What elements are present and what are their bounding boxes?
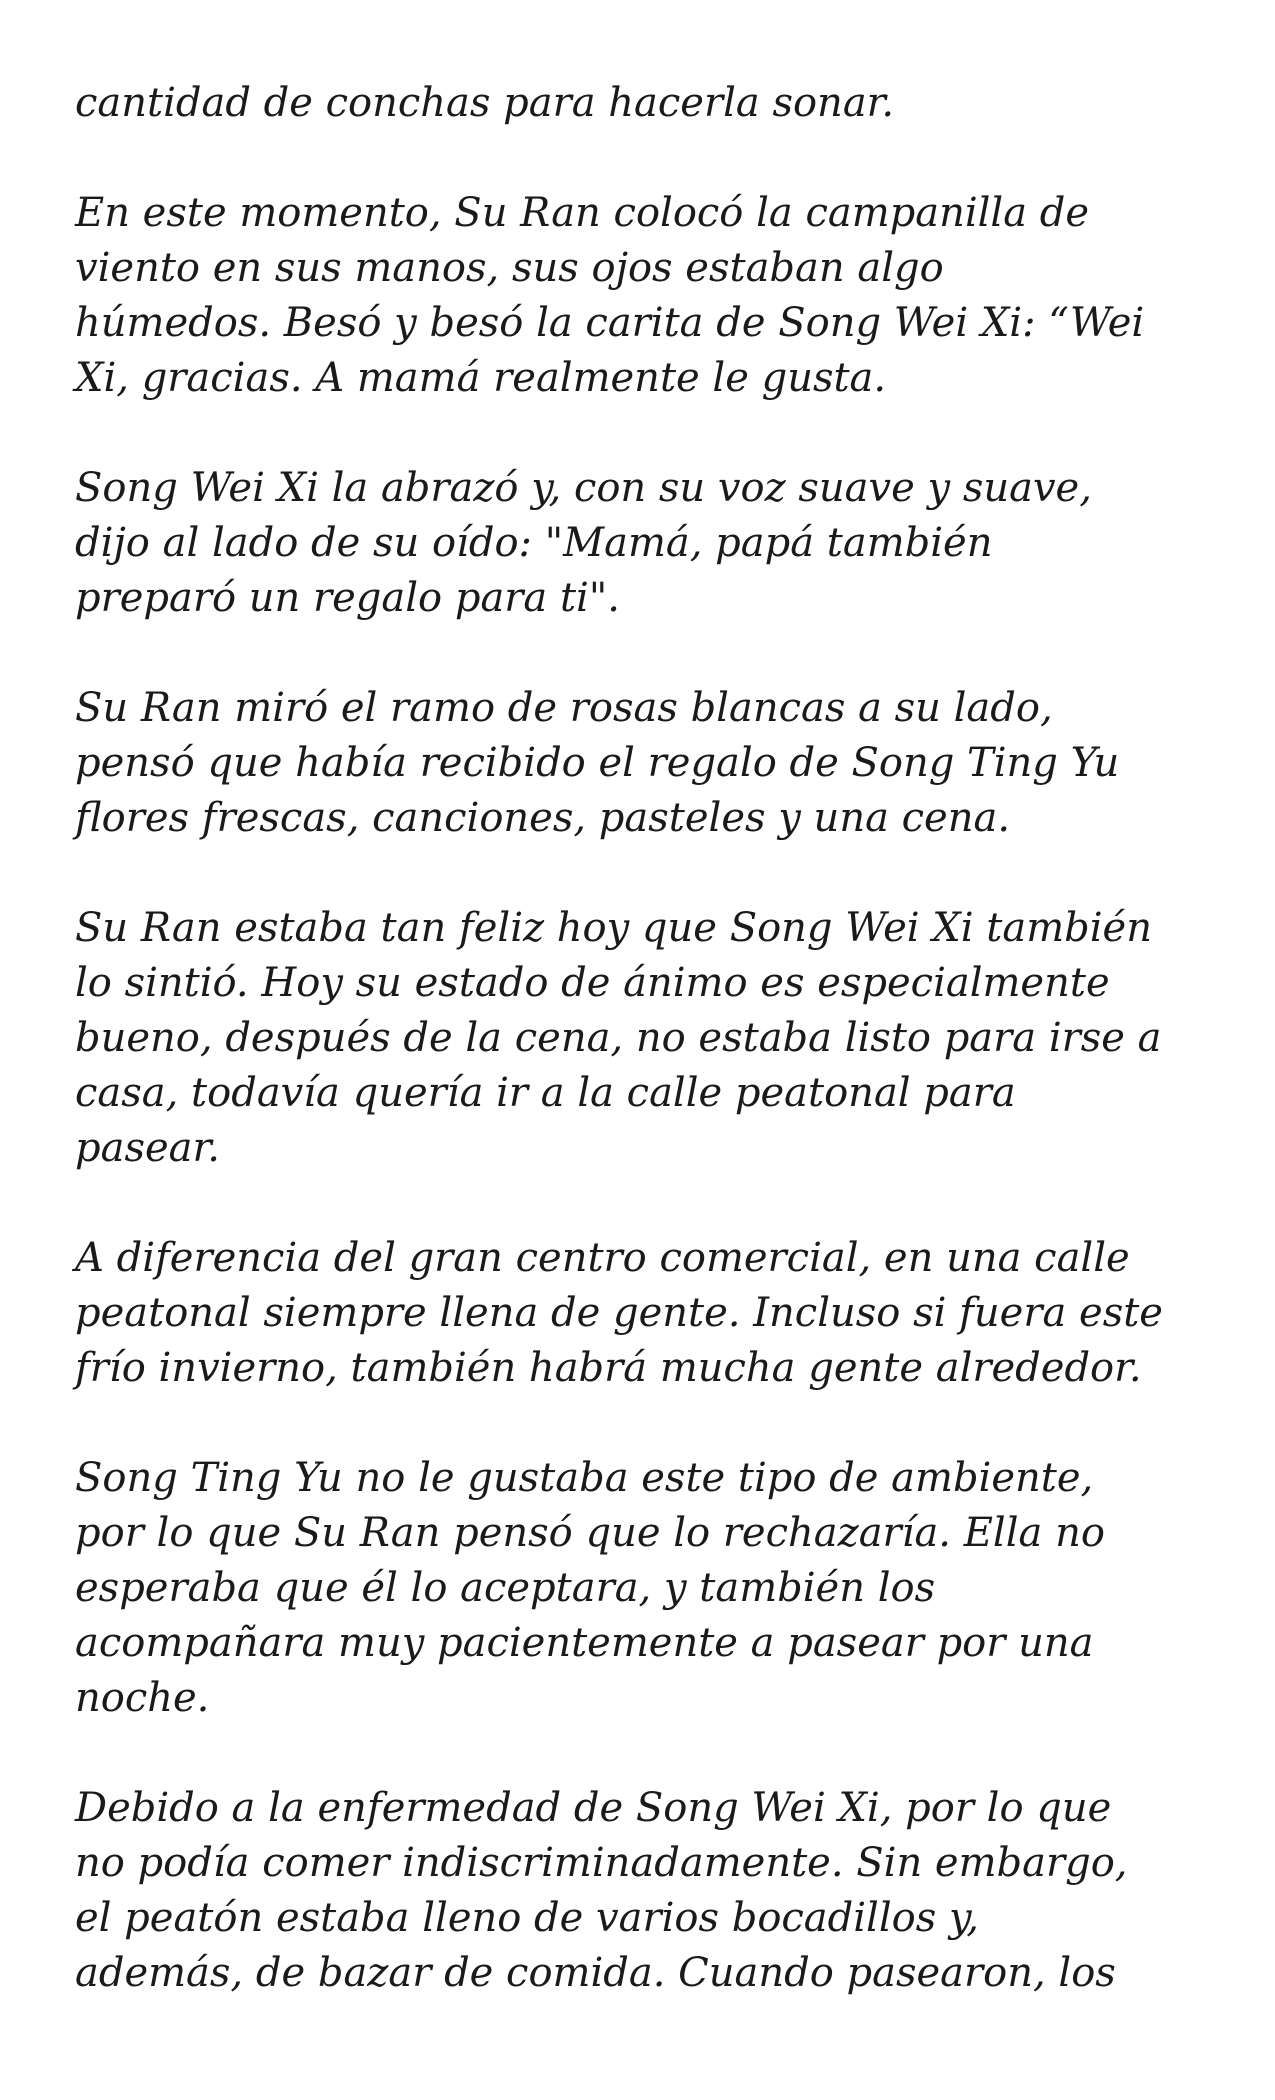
text-line: En este momento, Su Ran colocó la campanilla de [75, 190, 1090, 236]
text-line: casa, todavía quería ir a la calle peatonal para [75, 1070, 1016, 1116]
text-line: pasear. [75, 1125, 220, 1171]
text-line: por lo que Su Ran pensó que lo rechazaría. Ella no [75, 1510, 1105, 1556]
text-line: A diferencia del gran centro comercial, en una calle [75, 1235, 1130, 1281]
paragraph-4 [75, 681, 1215, 846]
text-line: viento en sus manos, sus ojos estaban algo [75, 245, 944, 291]
paragraph-2 [75, 186, 1215, 406]
text-line: noche. [75, 1675, 210, 1721]
text-line: bueno, después de la cena, no estaba listo para irse a [75, 1015, 1162, 1061]
text-line: Xi, gracias. A mamá realmente le gusta. [75, 355, 887, 401]
text-line: Song Ting Yu no le gustaba este tipo de ambiente, [75, 1455, 1094, 1501]
paragraph-5 [75, 901, 1215, 1176]
paragraph-8 [75, 1781, 1215, 2001]
paragraph-gap [75, 406, 1215, 461]
text-line: Su Ran estaba tan feliz hoy que Song Wei Xi también [75, 905, 1152, 951]
text-line: peatonal siempre llena de gente. Incluso si fuera este [75, 1290, 1163, 1336]
text-line: cantidad de conchas para hacerla sonar. [75, 80, 895, 126]
paragraph-6 [75, 1231, 1215, 1396]
paragraph-7 [75, 1451, 1215, 1726]
text-line: pensó que había recibido el regalo de Song Ting Yu [75, 740, 1120, 786]
text-line: dijo al lado de su oído: "Mamá, papá también [75, 520, 993, 566]
paragraph-3 [75, 461, 1215, 626]
text-line: flores frescas, canciones, pasteles y una cena. [75, 795, 1011, 841]
text-line: Debido a la enfermedad de Song Wei Xi, por lo que [75, 1785, 1112, 1831]
text-line: lo sintió. Hoy su estado de ánimo es especialmente [75, 960, 1110, 1006]
paragraph-gap [75, 626, 1215, 681]
text-line: Song Wei Xi la abrazó y, con su voz suave y suave, [75, 465, 1092, 511]
text-line: no podía comer indiscriminadamente. Sin embargo, [75, 1840, 1128, 1886]
paragraph-1 [75, 76, 1215, 131]
text-line: Su Ran miró el ramo de rosas blancas a su lado, [75, 685, 1053, 731]
paragraph-gap [75, 1176, 1215, 1231]
text-line: además, de bazar de comida. Cuando pasearon, los [75, 1950, 1116, 1996]
paragraph-gap [75, 846, 1215, 901]
text-line: esperaba que él lo aceptara, y también los [75, 1565, 936, 1611]
paragraph-gap [75, 1396, 1215, 1451]
text-line: acompañara muy pacientemente a pasear por una [75, 1620, 1094, 1666]
paragraph-gap [75, 1726, 1215, 1781]
text-line: preparó un regalo para ti". [75, 575, 620, 621]
document-page [75, 76, 1215, 2001]
text-line: frío invierno, también habrá mucha gente alrededor. [75, 1345, 1142, 1391]
paragraph-gap [75, 131, 1215, 186]
text-line: el peatón estaba lleno de varios bocadillos y, [75, 1895, 979, 1941]
text-line: húmedos. Besó y besó la carita de Song Wei Xi: “Wei [75, 300, 1145, 346]
